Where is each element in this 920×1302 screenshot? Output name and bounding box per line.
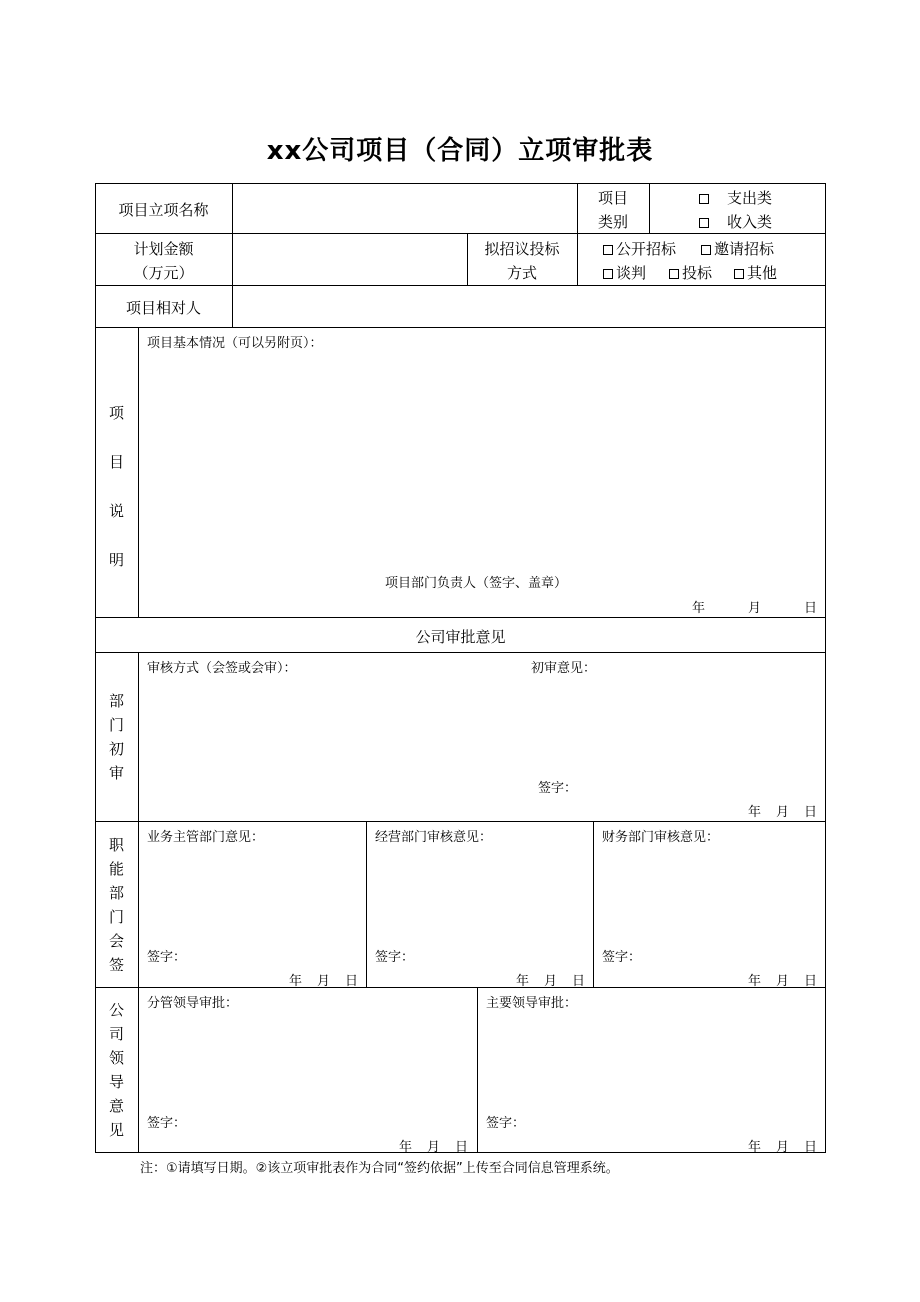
date-month: 月 [427, 1140, 441, 1155]
business-dept-opinion-label: 业务主管部门意见： [147, 830, 265, 845]
date-day: 日 [572, 974, 586, 989]
project-name-label: 项目立项名称 [118, 201, 209, 219]
option-invited-tender[interactable]: 邀请招标 [701, 238, 774, 259]
col-divider [649, 183, 650, 233]
chief-leader-sign-label: 签字： [486, 1116, 526, 1131]
description-side-label: 项 目 说 明 [108, 404, 124, 569]
leadership-side-label: 公 司 领 导 意 见 [108, 1001, 124, 1139]
dept-review-side-label: 部 门 初 审 [108, 692, 124, 782]
option-income[interactable]: 收入类 [699, 211, 772, 232]
checkbox-icon[interactable] [701, 245, 711, 255]
bid-method-label-1: 拟招议投标 [484, 240, 560, 258]
date-month: 月 [776, 805, 790, 820]
date-day: 日 [345, 974, 359, 989]
counterparty-label: 项目相对人 [125, 299, 201, 317]
checkbox-icon[interactable] [734, 269, 744, 279]
approval-section-header: 公司审批意见 [415, 628, 506, 646]
date-year: 年 [748, 1140, 762, 1155]
amount-label-2: （万元） [133, 264, 194, 282]
date-month: 月 [776, 1140, 790, 1155]
finance-dept-opinion-label: 财务部门审核意见： [602, 830, 720, 845]
checkbox-icon[interactable] [603, 269, 613, 279]
dept-review-sign-label: 签字： [538, 781, 578, 796]
business-dept-sign-label: 签字： [147, 950, 187, 965]
form-title: xx公司项目（合同）立项审批表 [266, 136, 654, 166]
chief-leader-approval-area[interactable] [478, 988, 825, 1152]
date-day: 日 [804, 1140, 818, 1155]
footnote: 注：①请填写日期。②该立项审批表作为合同“签约依据”上传至合同信息管理系统。 [140, 1161, 619, 1176]
project-type-label-1: 项目 [597, 189, 628, 207]
finance-dept-sign-label: 签字： [602, 950, 642, 965]
date-day: 日 [804, 601, 818, 616]
checkbox-icon[interactable] [699, 194, 709, 204]
deputy-leader-sign-label: 签字： [147, 1116, 187, 1131]
option-other[interactable]: 其他 [734, 262, 777, 283]
option-bid[interactable]: 投标 [669, 262, 712, 283]
project-name-field[interactable] [233, 184, 576, 232]
review-method-label: 审核方式（会签或会审）： [147, 661, 297, 676]
checkbox-icon[interactable] [669, 269, 679, 279]
project-type-label-2: 类别 [597, 213, 628, 231]
deputy-leader-approval-label: 分管领导审批： [147, 996, 239, 1011]
checkbox-icon[interactable] [699, 218, 709, 228]
dept-head-sign-label: 项目部门负责人（签字、盖章） [385, 576, 568, 591]
countersign-side-label: 职 能 部 门 会 签 [108, 836, 124, 974]
date-month: 月 [776, 974, 790, 989]
initial-opinion-label: 初审意见： [531, 661, 597, 676]
option-open-tender[interactable]: 公开招标 [603, 238, 676, 259]
date-year: 年 [692, 601, 706, 616]
chief-leader-approval-label: 主要领导审批： [486, 996, 578, 1011]
date-year: 年 [516, 974, 530, 989]
operations-dept-sign-label: 签字： [375, 950, 415, 965]
amount-label-1: 计划金额 [133, 240, 194, 258]
checkbox-icon[interactable] [603, 245, 613, 255]
date-year: 年 [748, 974, 762, 989]
option-expense[interactable]: 支出类 [699, 187, 772, 208]
date-year: 年 [748, 805, 762, 820]
amount-field[interactable] [233, 234, 466, 284]
bid-method-label-2: 方式 [506, 264, 537, 282]
date-year: 年 [289, 974, 303, 989]
date-day: 日 [804, 974, 818, 989]
date-day: 日 [804, 805, 818, 820]
date-day: 日 [455, 1140, 469, 1155]
option-negotiation[interactable]: 谈判 [603, 262, 646, 283]
operations-dept-opinion-label: 经营部门审核意见： [375, 830, 493, 845]
date-year: 年 [399, 1140, 413, 1155]
basic-info-label: 项目基本情况（可以另附页）： [147, 336, 323, 351]
deputy-leader-approval-area[interactable] [139, 988, 476, 1152]
date-month: 月 [544, 974, 558, 989]
counterparty-field[interactable] [233, 286, 825, 326]
date-month: 月 [317, 974, 331, 989]
date-month: 月 [748, 601, 762, 616]
dept-review-area[interactable] [139, 653, 825, 820]
row-divider [95, 617, 826, 618]
